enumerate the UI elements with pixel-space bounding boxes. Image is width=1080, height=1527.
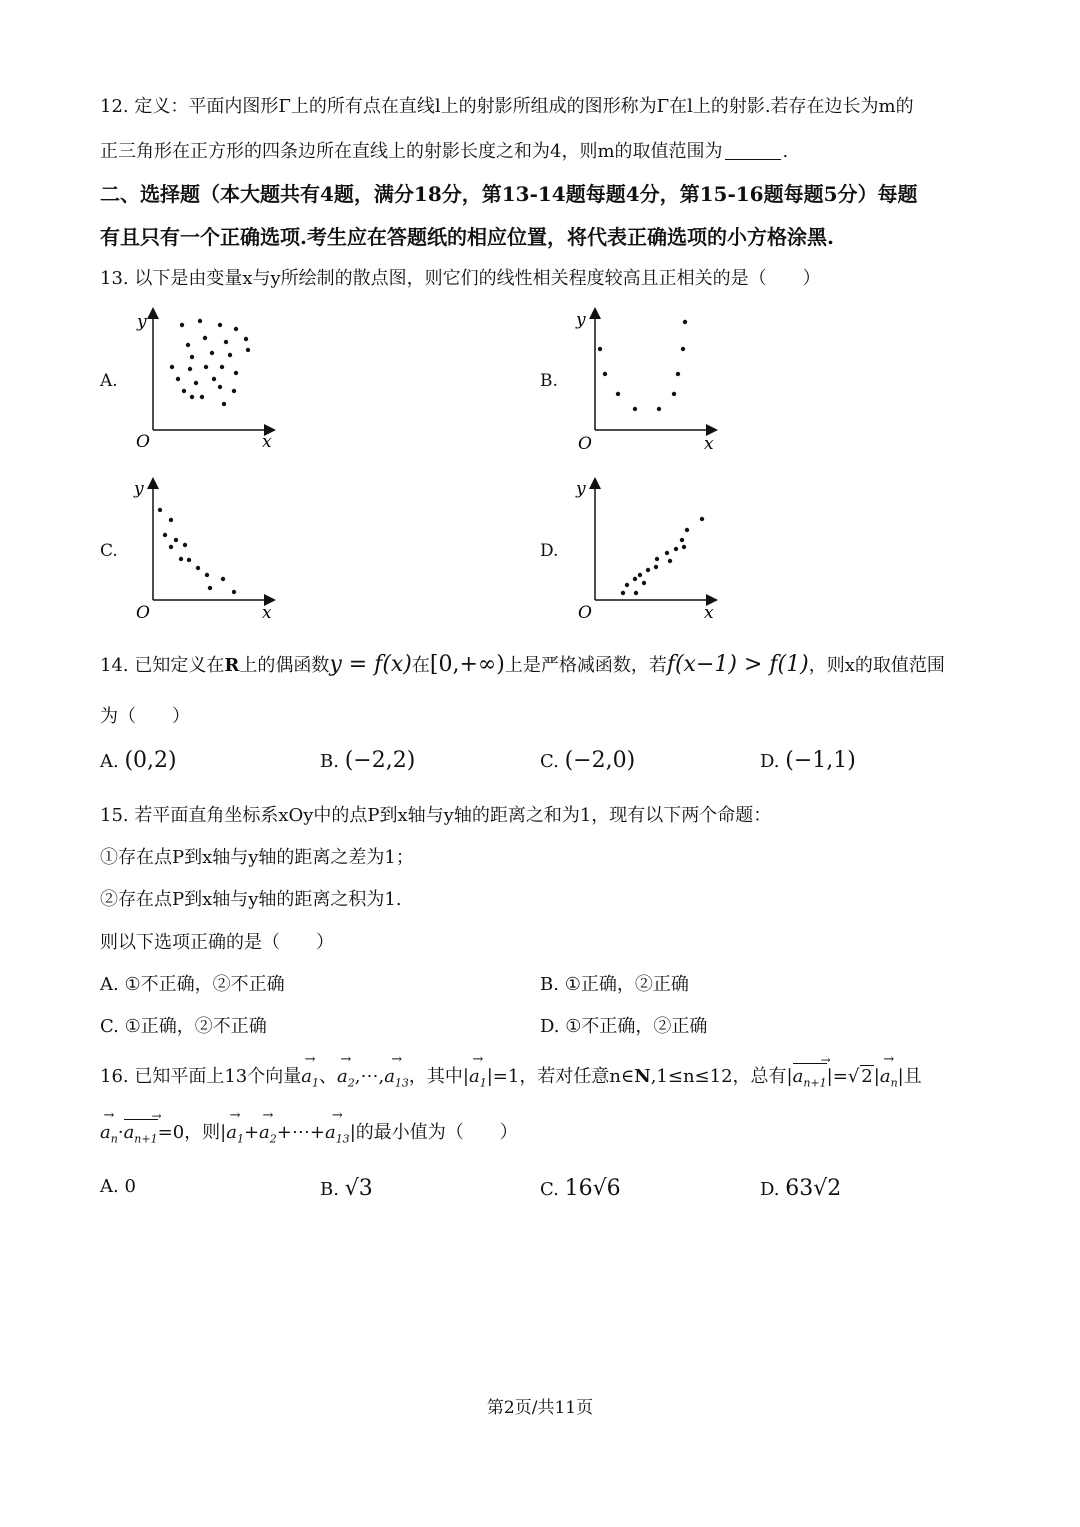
- section2-heading-line1: 二、选择题（本大题共有4题，满分18分，第13-14题每题4分，第15-16题每题5分）每题: [100, 182, 918, 206]
- option-value: √3: [344, 1176, 373, 1201]
- option-value: 0: [124, 1176, 136, 1197]
- option-value: 16√6: [564, 1176, 621, 1201]
- q15-option-b: [540, 970, 689, 996]
- q14-text-4: 上是严格减函数，若: [504, 655, 667, 676]
- origin-label: O: [578, 603, 592, 623]
- option-label: B.: [320, 1179, 339, 1200]
- q14-option-a: [100, 748, 177, 773]
- y-axis-label: y: [137, 312, 147, 332]
- q16-option-b: [320, 1176, 373, 1201]
- q16-text-8: =0，则|: [157, 1122, 227, 1143]
- q14-text-1: 14. 已知定义在: [100, 655, 225, 676]
- q14-text-5: ，则x的取值范围: [808, 655, 945, 676]
- origin-label: O: [578, 434, 592, 454]
- q14-option-d: [760, 748, 856, 773]
- y-axis-label: y: [134, 479, 144, 499]
- scatter-plot-a: [130, 305, 290, 455]
- option-label: B.: [320, 751, 339, 772]
- q16-stem-line1: 16. 已知平面上13个向量→ $a_1$、→ $a_2,\cdots,\to a_{13}$，其中|→ $a_1|=1$，若对任意n∈N,1≤n≤12，总有$|a_{n+1}$ →|=√ $2|\to a_n|$且: [100, 1062, 922, 1090]
- q15-prop1: ①存在点P到x轴与y轴的距离之差为1；: [100, 847, 414, 868]
- q16-stem-line2: → $a_n\cdot a_{n+1} \to=0$，则|→ $a_1+\to$ $a_2+\cdots+\to a_{13}|$的最小值为（ ）: [100, 1118, 518, 1146]
- option-label: D.: [760, 751, 780, 772]
- q14-stem: [100, 651, 945, 677]
- option-label: A.: [100, 974, 119, 995]
- q12-line2-end: .: [782, 141, 789, 162]
- option-value: 63√2: [785, 1176, 842, 1201]
- q15-prop2: ②存在点P到x轴与y轴的距离之积为1.: [100, 889, 402, 910]
- q16-text-6: |: [873, 1066, 880, 1087]
- option-value: (0,2): [124, 748, 177, 773]
- option-value: ①不正确，②不正确: [124, 974, 285, 995]
- section2-heading-line2: 有且只有一个正确选项.考生应在答题纸的相应位置，将代表正确选项的小方格涂黑.: [100, 225, 834, 249]
- x-axis-label: x: [262, 603, 272, 623]
- scatter-plot-c: [130, 475, 290, 625]
- option-label: A.: [100, 1176, 119, 1197]
- option-label: D.: [540, 1016, 560, 1037]
- option-value: ①正确，②不正确: [124, 1016, 267, 1037]
- q14-function: y = f(x): [329, 652, 412, 677]
- option-label: C.: [540, 751, 559, 772]
- q13-label-b: B.: [540, 371, 558, 391]
- q16-text-7: |且: [897, 1066, 922, 1087]
- q16-text-4: ,1≤n≤12，总有|: [650, 1066, 793, 1087]
- scatter-plot-b: [572, 305, 732, 455]
- origin-label: O: [136, 432, 150, 452]
- scatter-plot-d: [572, 475, 732, 625]
- q14-inequality: f(x−1) > f(1): [666, 652, 809, 677]
- q15-option-d: [540, 1012, 707, 1038]
- q13-stem: 13. 以下是由变量x与y所绘制的散点图，则它们的线性相关程度较高且正相关的是（ ）: [100, 268, 821, 289]
- y-axis-label: y: [576, 479, 586, 499]
- option-label: A.: [100, 751, 119, 772]
- option-value: ①正确，②正确: [564, 974, 689, 995]
- q13-label-d: D.: [540, 541, 559, 561]
- q16-text-5: |=: [826, 1066, 848, 1087]
- page-footer: 第2页/共11页: [486, 1398, 594, 1418]
- option-value: (−1,1): [785, 748, 856, 773]
- q16-option-a: [100, 1176, 136, 1197]
- q12-line2: [100, 137, 788, 163]
- option-label: B.: [540, 974, 559, 995]
- answer-blank: [725, 141, 781, 160]
- q12-line1: 12. 定义：平面内图形Γ上的所有点在直线l上的射影所组成的图形称为Γ在l上的射影.若存在边长为m的: [100, 96, 914, 117]
- q16-text-2: ，其中|: [408, 1066, 469, 1087]
- q14-line2: 为（ ）: [100, 706, 190, 727]
- q16-text-9: |的最小值为（ ）: [349, 1122, 518, 1143]
- x-axis-label: x: [262, 432, 272, 452]
- q13-label-a: A.: [100, 371, 118, 391]
- q14-text-2: 上的偶函数: [239, 655, 330, 676]
- x-axis-label: x: [704, 603, 714, 623]
- q14-option-b: [320, 748, 415, 773]
- q14-option-c: [540, 748, 635, 773]
- q14-real-set: R: [224, 655, 240, 676]
- origin-label: O: [136, 603, 150, 623]
- y-axis-label: y: [576, 310, 586, 330]
- option-value: ①不正确，②正确: [565, 1016, 708, 1037]
- q16-text-3: |=1，若对任意n∈: [486, 1066, 635, 1087]
- q15-option-a: [100, 970, 285, 996]
- q16-option-d: [760, 1176, 841, 1201]
- q16-text-1: 16. 已知平面上13个向量: [100, 1066, 302, 1087]
- option-value: (−2,2): [344, 748, 416, 773]
- q15-option-c: [100, 1012, 267, 1038]
- q15-ask: 则以下选项正确的是（ ）: [100, 932, 334, 953]
- x-axis-label: x: [704, 434, 714, 454]
- option-value: (−2,0): [564, 748, 636, 773]
- q12-line2-text: 正三角形在正方形的四条边所在直线上的射影长度之和为4，则m的取值范围为: [100, 141, 723, 162]
- q15-stem: 15. 若平面直角坐标系xOy中的点P到x轴与y轴的距离之和为1，现有以下两个命题：: [100, 805, 772, 826]
- q16-option-c: [540, 1176, 621, 1201]
- option-label: C.: [540, 1179, 559, 1200]
- q13-label-c: C.: [100, 541, 118, 561]
- option-label: D.: [760, 1179, 780, 1200]
- q14-interval: [0,+∞): [429, 652, 505, 677]
- q14-text-3: 在: [411, 655, 430, 676]
- option-label: C.: [100, 1016, 119, 1037]
- q16-natural-set: N: [634, 1066, 651, 1087]
